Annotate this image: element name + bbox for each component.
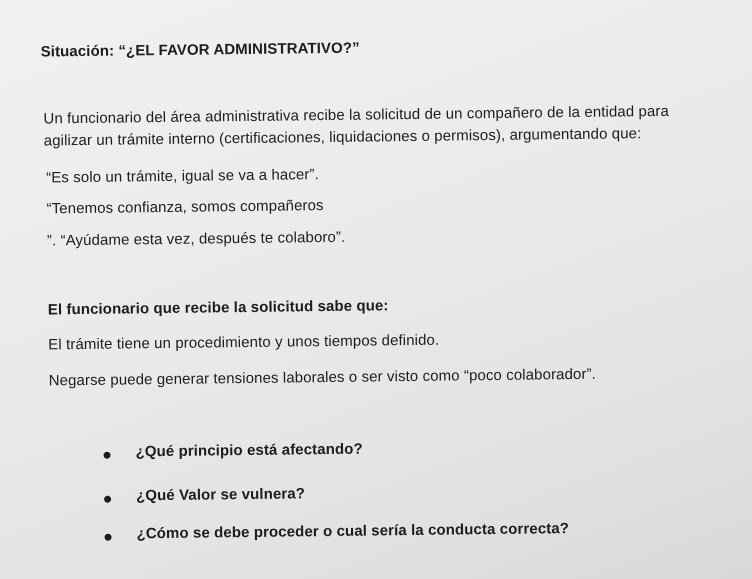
quote-line: “Es solo un trámite, igual se va a hacer”. [46,166,319,187]
question-item: ¿Qué principio está afectando? [135,440,363,461]
document-title: Situación: “¿EL FAVOR ADMINISTRATIVO?” [40,39,360,61]
bullet-icon [105,534,112,541]
paragraph-line: Un funcionario del área administrativa recibe la solicitud de un compañero de la entidad para [43,102,670,128]
question-item: ¿Qué Valor se vulnera? [135,485,306,505]
fact-line: Negarse puede generar tensiones laborales o ser visto como “poco colaborador”. [48,365,597,390]
section-heading: El funcionario que recibe la solicitud sabe que: [47,297,389,319]
bullet-icon [104,496,111,503]
quote-line: ”. “Ayúdame esta vez, después te colaboro”. [46,228,346,250]
bullet-icon [104,452,111,459]
question-item: ¿Cómo se debe proceder o cual sería la conducta correcta? [136,520,570,543]
paragraph-line: agilizar un trámite interno (certificaciones, liquidaciones o permisos), argumentando que: [43,125,642,150]
quote-line: “Tenemos confianza, somos compañeros [46,197,324,218]
fact-line: El trámite tiene un procedimiento y unos tiempos definido. [48,331,440,354]
